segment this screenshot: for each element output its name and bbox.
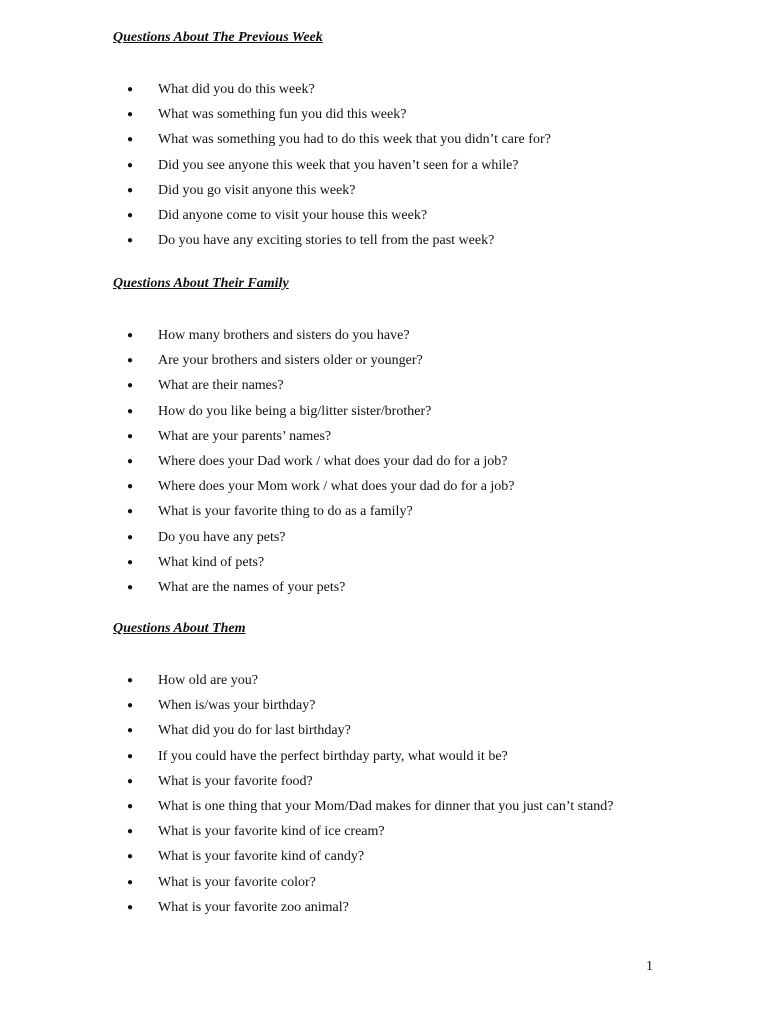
list-item [0, 474, 768, 499]
list-item [0, 323, 768, 348]
list-item [0, 373, 768, 398]
question-list-family [0, 323, 768, 600]
list-item [0, 203, 768, 228]
list-item [0, 228, 768, 253]
bullet-icon: ● [127, 134, 134, 146]
question-text: What was something you had to do this week that you didn’t care for? [158, 132, 551, 148]
question-text: What is your favorite zoo animal? [158, 899, 349, 915]
list-item [0, 348, 768, 373]
bullet-icon: ● [127, 750, 134, 762]
question-text: What is your favorite kind of candy? [158, 849, 365, 865]
list-item [0, 693, 768, 718]
question-list-them [0, 668, 768, 920]
list-item [0, 744, 768, 769]
question-text: How old are you? [158, 673, 258, 688]
bullet-icon: ● [127, 184, 134, 196]
list-item [0, 424, 768, 449]
list-item [0, 668, 768, 693]
bullet-icon: ● [127, 430, 134, 442]
list-item [0, 399, 768, 424]
question-text: What was something fun you did this week? [158, 107, 407, 123]
question-text: What did you do for last birthday? [158, 723, 351, 739]
list-item [0, 794, 768, 819]
question-text: If you could have the perfect birthday party, what would it be? [158, 748, 508, 764]
bullet-icon: ● [127, 84, 134, 95]
list-item [0, 77, 768, 102]
list-item [0, 499, 768, 524]
question-text: Did anyone come to visit your house this week? [158, 207, 428, 223]
bullet-icon: ● [127, 235, 134, 247]
section-heading-them: Questions About Them [113, 621, 246, 636]
question-text: Do you have any pets? [158, 529, 286, 545]
list-item [0, 895, 768, 920]
question-text: Did you go visit anyone this week? [158, 182, 356, 198]
question-text: What is one thing that your Mom/Dad makes for dinner that you just can’t stand? [158, 798, 614, 814]
bullet-icon: ● [127, 209, 134, 221]
question-text: What is your favorite kind of ice cream? [158, 824, 385, 840]
bullet-icon: ● [127, 455, 134, 467]
question-list-previous-week [0, 77, 768, 253]
list-item [0, 575, 768, 600]
list-item [0, 550, 768, 575]
question-text: What did you do this week? [158, 82, 315, 97]
bullet-icon: ● [127, 725, 134, 737]
bullet-icon: ● [127, 675, 134, 686]
question-text: What is your favorite color? [158, 874, 316, 890]
bullet-icon: ● [127, 330, 134, 341]
bullet-icon: ● [127, 826, 134, 838]
question-text: What are their names? [158, 378, 284, 394]
list-item [0, 449, 768, 474]
question-text: Do you have any exciting stories to tell from the past week? [158, 233, 495, 249]
question-text: What is your favorite food? [158, 773, 313, 789]
list-item [0, 769, 768, 794]
list-item [0, 102, 768, 127]
section-heading-family: Questions About Their Family [113, 276, 289, 291]
bullet-icon: ● [127, 531, 134, 543]
bullet-icon: ● [127, 556, 134, 568]
list-item [0, 525, 768, 550]
question-text: When is/was your birthday? [158, 698, 316, 714]
bullet-icon: ● [127, 581, 134, 593]
bullet-icon: ● [127, 800, 134, 812]
list-item [0, 870, 768, 895]
list-item [0, 819, 768, 844]
bullet-icon: ● [127, 380, 134, 392]
list-item [0, 178, 768, 203]
bullet-icon: ● [127, 775, 134, 787]
bullet-icon: ● [127, 700, 134, 712]
bullet-icon: ● [127, 901, 134, 913]
list-item [0, 718, 768, 743]
question-text: Where does your Dad work / what does your dad do for a job? [158, 453, 508, 469]
bullet-icon: ● [127, 876, 134, 888]
question-text: What is your favorite thing to do as a family? [158, 504, 413, 520]
bullet-icon: ● [127, 355, 134, 367]
question-text: Are your brothers and sisters older or younger? [158, 353, 423, 369]
question-text: What are your parents’ names? [158, 428, 332, 444]
list-item [0, 127, 768, 152]
question-text: How do you like being a big/litter sister/brother? [158, 403, 432, 419]
bullet-icon: ● [127, 481, 134, 493]
question-text: What kind of pets? [158, 554, 265, 570]
question-text: How many brothers and sisters do you have? [158, 328, 410, 343]
question-text: What are the names of your pets? [158, 579, 346, 595]
bullet-icon: ● [127, 109, 134, 121]
question-text: Where does your Mom work / what does your dad do for a job? [158, 479, 515, 495]
section-heading-previous-week: Questions About The Previous Week [113, 30, 323, 45]
question-text: Did you see anyone this week that you haven’t seen for a while? [158, 157, 519, 173]
page-number: 1 [646, 959, 653, 974]
bullet-icon: ● [127, 405, 134, 417]
bullet-icon: ● [127, 506, 134, 518]
bullet-icon: ● [127, 851, 134, 863]
list-item [0, 153, 768, 178]
bullet-icon: ● [127, 159, 134, 171]
list-item [0, 844, 768, 869]
